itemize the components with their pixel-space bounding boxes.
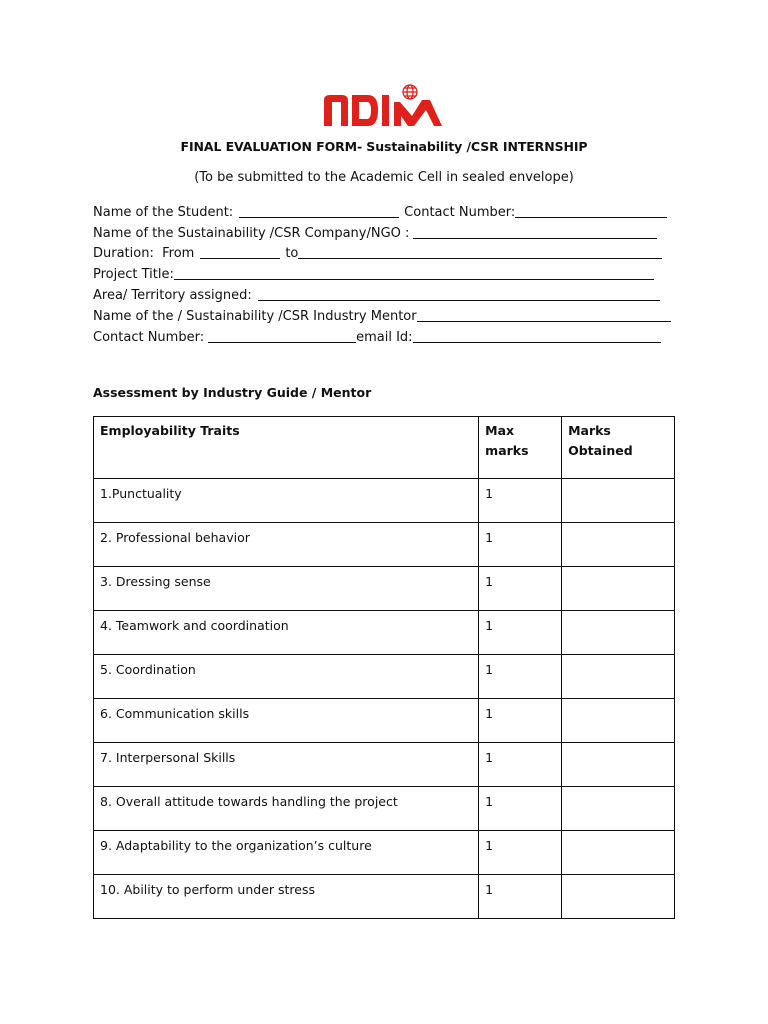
table-row [94, 655, 675, 699]
marks-obtained-cell[interactable] [562, 875, 675, 919]
area-field[interactable] [258, 287, 660, 301]
contact-number-label: Contact Number: [404, 204, 516, 220]
project-title-row [93, 261, 693, 282]
marks-obtained-cell[interactable] [562, 743, 675, 787]
max-marks-cell: 1 [479, 567, 562, 611]
mentor-label: Name of the / Sustainability /CSR Industry Mentor [93, 308, 417, 324]
trait-cell: 10. Ability to perform under stress [94, 875, 479, 919]
duration-to-label: to [285, 246, 299, 262]
duration-to-field[interactable] [298, 245, 662, 259]
trait-cell: 4. Teamwork and coordination [94, 611, 479, 655]
max-marks-cell: 1 [479, 787, 562, 831]
student-name-row [93, 199, 693, 220]
marks-obtained-cell[interactable] [562, 567, 675, 611]
mentor-field[interactable] [417, 308, 671, 322]
header-traits: Employability Traits [94, 417, 479, 479]
marks-obtained-cell[interactable] [562, 831, 675, 875]
mentor-row [93, 303, 693, 324]
company-row [93, 220, 693, 241]
email-label: email Id: [356, 329, 413, 345]
duration-from-label: Duration: From [93, 246, 195, 262]
table-row [94, 699, 675, 743]
globe-icon [403, 85, 417, 99]
ndim-logo [322, 82, 444, 128]
table-row [94, 611, 675, 655]
student-details [93, 199, 693, 345]
mentor-contact-row [93, 324, 693, 345]
marks-obtained-cell[interactable] [562, 479, 675, 523]
table-row [94, 479, 675, 523]
duration-row [93, 241, 693, 262]
max-marks-cell: 1 [479, 611, 562, 655]
company-label: Name of the Sustainability /CSR Company/NGO : [93, 225, 410, 241]
mentor-contact-label: Contact Number: [93, 329, 205, 345]
max-marks-cell: 1 [479, 655, 562, 699]
marks-obtained-cell[interactable] [562, 787, 675, 831]
marks-obtained-cell[interactable] [562, 523, 675, 567]
company-field[interactable] [413, 225, 657, 239]
logo-lettering [324, 95, 442, 126]
marks-obtained-cell[interactable] [562, 699, 675, 743]
assessment-table [93, 416, 675, 919]
trait-cell: 5. Coordination [94, 655, 479, 699]
max-marks-cell: 1 [479, 699, 562, 743]
marks-obtained-cell[interactable] [562, 655, 675, 699]
contact-number-field[interactable] [515, 204, 667, 218]
header-max-marks: Max marks [479, 417, 562, 479]
duration-from-field[interactable] [200, 245, 280, 259]
trait-cell: 7. Interpersonal Skills [94, 743, 479, 787]
trait-cell: 9. Adaptability to the organization’s culture [94, 831, 479, 875]
table-header-row [94, 417, 675, 479]
email-field[interactable] [413, 329, 661, 343]
student-name-field[interactable] [239, 204, 399, 218]
max-marks-cell: 1 [479, 743, 562, 787]
area-row [93, 282, 693, 303]
marks-obtained-cell[interactable] [562, 611, 675, 655]
table-row [94, 743, 675, 787]
trait-cell: 2. Professional behavior [94, 523, 479, 567]
form-subtitle: (To be submitted to the Academic Cell in sealed envelope) [194, 170, 574, 185]
table-row [94, 875, 675, 919]
table-row [94, 523, 675, 567]
max-marks-cell: 1 [479, 523, 562, 567]
project-title-label: Project Title: [93, 267, 174, 283]
max-marks-cell: 1 [479, 875, 562, 919]
area-label: Area/ Territory assigned: [93, 287, 252, 303]
trait-cell: 3. Dressing sense [94, 567, 479, 611]
form-title: FINAL EVALUATION FORM- Sustainability /CSR INTERNSHIP [180, 139, 588, 154]
assessment-heading: Assessment by Industry Guide / Mentor [93, 385, 372, 400]
max-marks-cell: 1 [479, 831, 562, 875]
header-marks-obtained: Marks Obtained [562, 417, 675, 479]
mentor-contact-field[interactable] [208, 329, 356, 343]
trait-cell: 8. Overall attitude towards handling the project [94, 787, 479, 831]
student-name-label: Name of the Student: [93, 204, 234, 220]
max-marks-cell: 1 [479, 479, 562, 523]
project-title-field[interactable] [174, 266, 654, 280]
table-row [94, 567, 675, 611]
trait-cell: 1.Punctuality [94, 479, 479, 523]
trait-cell: 6. Communication skills [94, 699, 479, 743]
table-row [94, 787, 675, 831]
table-row [94, 831, 675, 875]
